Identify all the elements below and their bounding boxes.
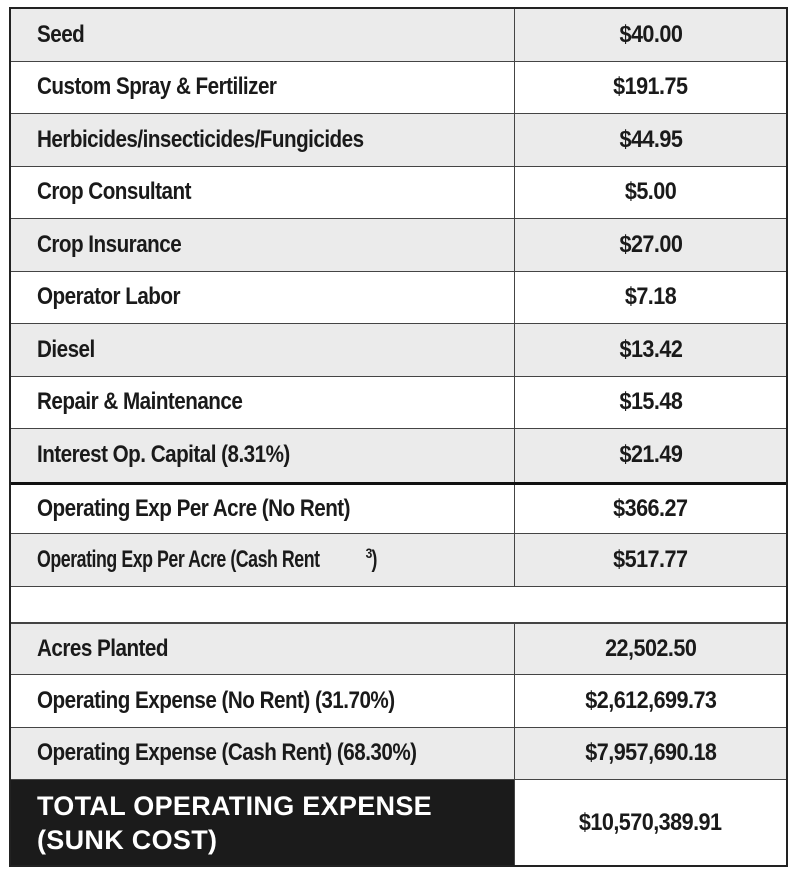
- row-label: Operating Exp Per Acre (No Rent): [11, 485, 515, 534]
- expense-row: [11, 167, 786, 220]
- total-label: TOTAL OPERATING EXPENSE (SUNK COST): [11, 780, 515, 865]
- row-label: Crop Consultant: [11, 167, 515, 219]
- row-value: $21.49: [619, 441, 682, 469]
- row-label: Diesel: [11, 324, 515, 376]
- row-label: Custom Spray & Fertilizer: [11, 62, 515, 114]
- row-value: $13.42: [619, 335, 682, 363]
- expense-row: [11, 219, 786, 272]
- row-value: $5.00: [624, 178, 677, 206]
- operating-expense-cash-rent-row: [11, 728, 786, 781]
- expense-row: [11, 377, 786, 430]
- row-value: $40.00: [619, 20, 682, 48]
- row-label: Acres Planted: [11, 624, 515, 675]
- expense-row: [11, 272, 786, 325]
- total-operating-expense-row: [11, 780, 786, 865]
- spacer-cell: [11, 587, 515, 622]
- row-label: Interest Op. Capital (8.31%): [11, 429, 515, 482]
- row-value: $191.75: [613, 73, 688, 101]
- row-label: Operating Expense (No Rent) (31.70%): [11, 675, 515, 727]
- label-close: ): [371, 545, 378, 573]
- row-value: $7,957,690.18: [584, 739, 717, 767]
- row-value: 22,502.50: [604, 634, 697, 662]
- operating-expense-no-rent-row: [11, 675, 786, 728]
- expense-row: [11, 114, 786, 167]
- row-value: $27.00: [619, 230, 682, 258]
- row-label: Herbicides/insecticides/Fungicides: [11, 114, 515, 166]
- expense-items: [11, 9, 786, 482]
- total-value: $10,570,389.91: [579, 808, 722, 836]
- row-label: Seed: [11, 9, 515, 61]
- per-acre-cash-rent-row: [11, 534, 786, 587]
- row-label: Operator Labor: [11, 272, 515, 324]
- footnote-marker: 3: [365, 544, 372, 561]
- row-label: Operating Expense (Cash Rent) (68.30%): [11, 728, 515, 780]
- row-value: $44.95: [619, 125, 682, 153]
- spacer-row: [11, 587, 786, 623]
- operating-expense-table: [9, 7, 788, 867]
- expense-row: [11, 9, 786, 62]
- per-acre-no-rent-row: [11, 482, 786, 535]
- row-label: [11, 534, 515, 586]
- label-text: Operating Exp Per Acre (Cash Rent: [37, 545, 320, 573]
- acres-planted-row: [11, 623, 786, 676]
- expense-row: [11, 62, 786, 115]
- row-label: Crop Insurance: [11, 219, 515, 271]
- row-value: $7.18: [624, 283, 677, 311]
- row-value: $517.77: [613, 545, 688, 573]
- row-value: $2,612,699.73: [584, 686, 717, 714]
- expense-row: [11, 429, 786, 482]
- expense-row: [11, 324, 786, 377]
- row-label: Repair & Maintenance: [11, 377, 515, 429]
- row-value: $15.48: [619, 388, 682, 416]
- row-value: $366.27: [613, 494, 688, 522]
